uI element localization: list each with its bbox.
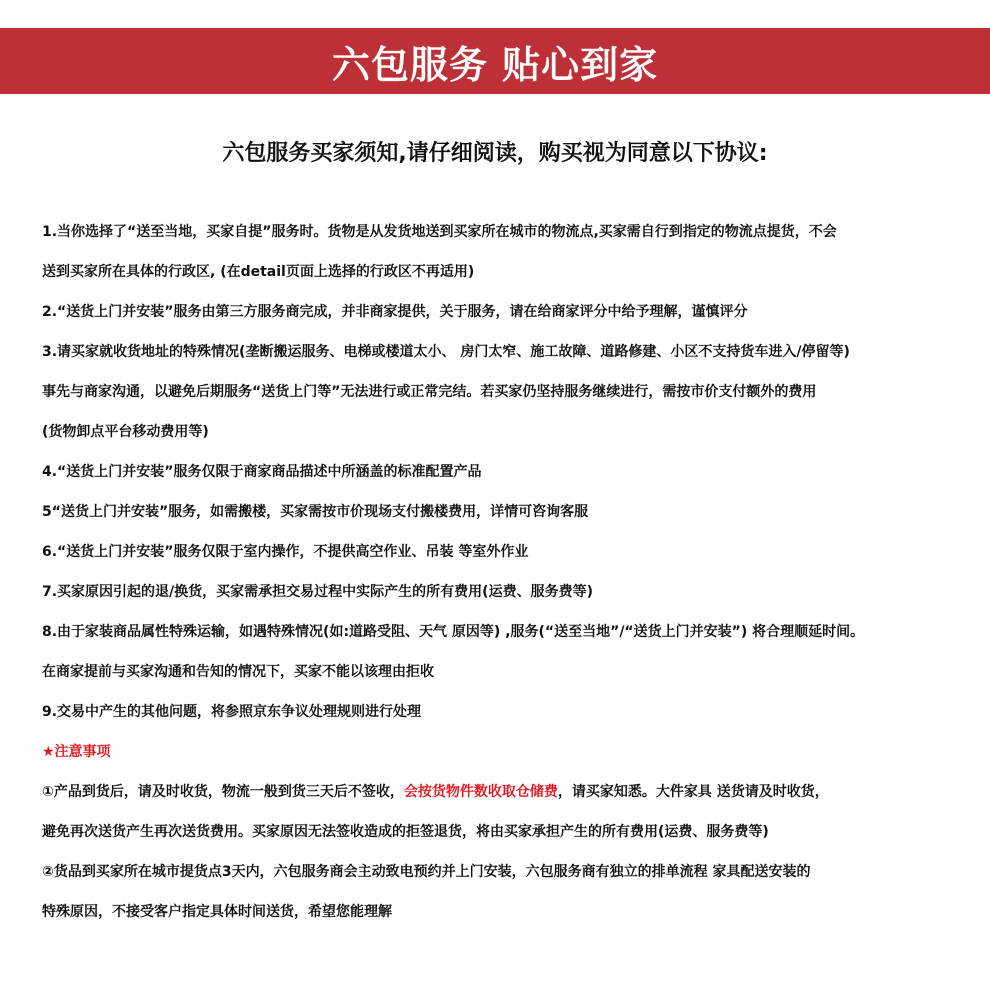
agreement-subtitle: 六包服务买家须知,请仔细阅读，购买视为同意以下协议: [222, 141, 768, 166]
term-1-line-1: 1.当你选择了“送至当地，买家自提”服务时。货物是从发货地送到买家所在城市的物流点,买家需自行到指定的物流点提货，不会 [42, 224, 837, 240]
storage-fee-warning: 会按货物件数收取仓储费 [403, 784, 558, 800]
term-7: 7.买家原因引起的退/换货，买家需承担交易过程中实际产生的所有费用(运费、服务费等) [42, 584, 593, 600]
notice-1-line-1 [42, 772, 987, 812]
title-banner [0, 28, 990, 94]
term-6: 6.“送货上门并安装”服务仅限于室内操作，不提供高空作业、吊装 等室外作业 [42, 544, 529, 560]
term-1-line-2: 送到买家所在具体的行政区, (在detail页面上选择的行政区不再适用) [42, 264, 475, 280]
terms-list [42, 212, 987, 932]
banner-title: 六包服务 贴心到家 [331, 42, 659, 87]
term-8-line-1: 8.由于家装商品属性特殊运输，如遇特殊情况(如:道路受阻、天气 原因等) ,服务(“送至当地”/“送货上门并安装”) 将合理顺延时间。 [42, 624, 865, 640]
term-3-line-1: 3.请买家就收货地址的特殊情况(垄断搬运服务、电梯或楼道太小、 房门太窄、施工故障、道路修建、小区不支持货车进入/停留等) [42, 344, 850, 360]
notice-heading: ★注意事项 [42, 744, 111, 760]
notice-1-line-2: 避免再次送货产生再次送货费用。买家原因无法签收造成的拒签退货，将由买家承担产生的所有费用(运费、服务费等) [42, 824, 769, 840]
notice-2-line-2: 特殊原因，不接受客户指定具体时间送货，希望您能理解 [42, 904, 392, 920]
term-8-line-2: 在商家提前与买家沟通和告知的情况下，买家不能以该理由拒收 [42, 664, 434, 680]
term-2: 2.“送货上门并安装”服务由第三方服务商完成，并非商家提供，关于服务，请在给商家评分中给予理解，谨慎评分 [42, 304, 748, 320]
notice-2-line-1: ②货品到买家所在城市提货点3天内，六包服务商会主动致电预约并上门安装，六包服务商有独立的排单流程 家具配送安装的 [42, 864, 811, 880]
term-3-line-3: (货物卸点平台移动费用等) [42, 424, 209, 440]
term-3-line-2: 事先与商家沟通，以避免后期服务“送货上门等”无法进行或正常完结。若买家仍坚持服务继续进行，需按市价支付额外的费用 [42, 384, 817, 400]
notice-1-text-start: ①产品到货后，请及时收货，物流一般到货三天后不签收， [42, 784, 404, 800]
term-5: 5“送货上门并安装”服务，如需搬楼，买家需按市价现场支付搬楼费用，详情可咨询客服 [42, 504, 589, 520]
notice-1-text-end: ，请买家知悉。大件家具 送货请及时收货， [557, 784, 829, 800]
term-9: 9.交易中产生的其他问题，将参照京东争议处理规则进行处理 [42, 704, 422, 720]
term-4: 4.“送货上门并安装”服务仅限于商家商品描述中所涵盖的标准配置产品 [42, 464, 482, 480]
